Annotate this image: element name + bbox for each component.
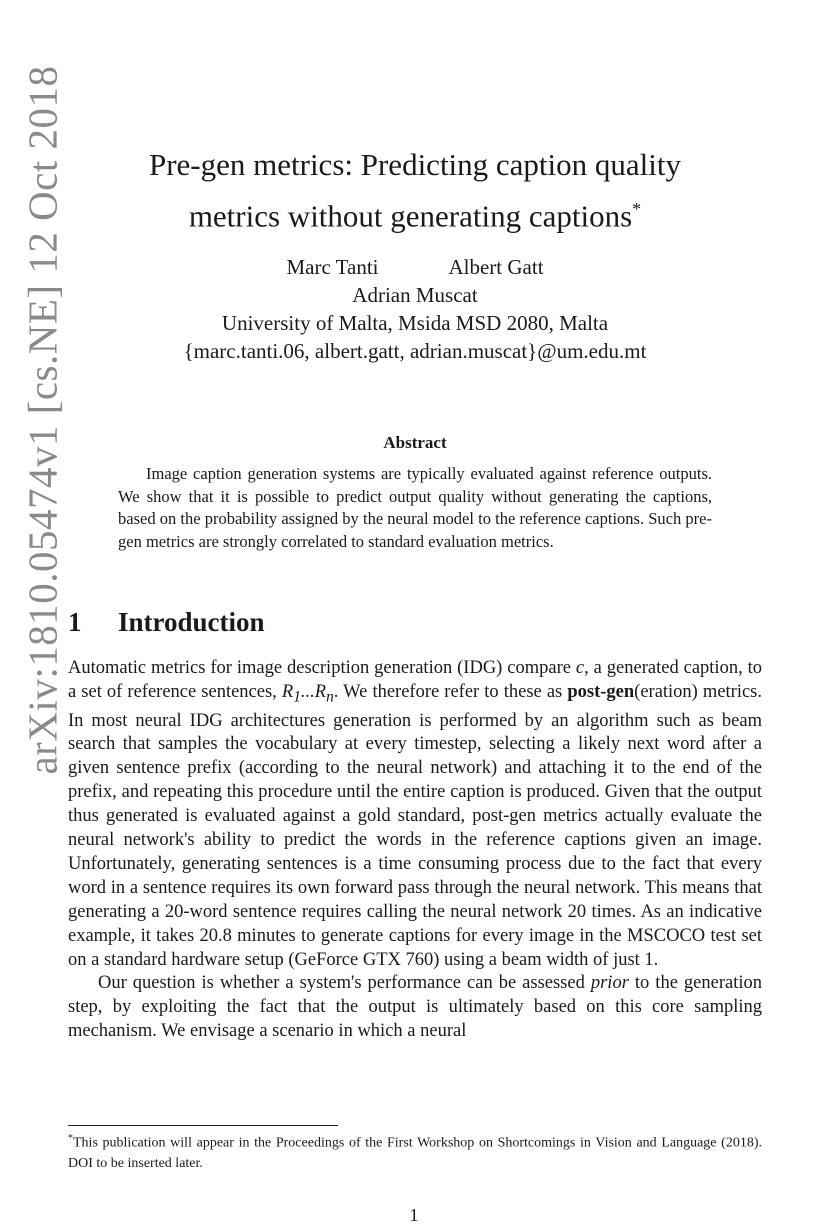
text-run: , a generated caption, to a set of reference sentences, [68,658,763,702]
footnote-divider [68,1125,338,1126]
author-name: Marc Tanti [286,255,379,279]
text-run: to the generation step, by exploiting the fact that the output is ultimately based on this core sampling mechanism. We envisage a scenario in which a neural [68,973,762,1042]
author-name: Adrian Muscat [352,283,478,307]
section-title: Introduction [118,607,265,637]
body-text [68,657,762,1044]
page-number: 1 [409,1205,419,1225]
arxiv-stamp [12,65,74,775]
footnote [68,1129,762,1174]
text-run: Our question is whether a system's performance can be assessed [98,973,591,994]
affiliation: University of Malta, Msida MSD 2080, Malta [221,311,609,335]
author-emails: {marc.tanti.06, albert.gatt, adrian.muscat}@um.edu.mt [183,339,647,363]
title-line-1: Pre-gen metrics: Predicting caption quality [148,147,682,182]
author-block [90,253,740,365]
math-variable: $R_1...R_n$ [281,681,334,706]
paragraph [68,657,762,972]
abstract-heading: Abstract [383,433,447,452]
abstract-text: Image caption generation systems are typically evaluated against reference outputs. We show that it is possible to predict output quality without generating the captions, based on the probability assigned by the neural model to the reference captions. Such pre-gen metrics are strongly correlated to standard evaluation metrics. [118,464,712,551]
author-name: Albert Gatt [448,255,544,279]
title-footnote-mark: * [632,199,642,219]
math-variable: c [575,658,585,678]
text-run: (eration) metrics. In most neural IDG architectures generation is performed by an algorithm such as beam search that samples the vocabulary at every timestep, selecting a likely next word after a given sentence prefix (according to the neural network) and attaching it to the end of the prefix, and repeating this procedure until the entire caption is produced. Given that the output thus generated is evaluated against a gold standard, post-gen metrics actually evaluate the neural network's ability to predict the words in the reference captions given an image. Unfortunately, generating sentences is a time consuming process due to the fact that every word in a sentence requires its own forward pass through the neural network. This means that generating a 20-word sentence requires calling the neural network 20 times. As an indicative example, it takes 20.8 minutes to generate captions for every image in the MSCOCO test set on a standard hardware setup (GeForce GTX 760) using a beam width of just 1. [68,681,763,970]
arxiv-identifier: arXiv:1810.05474v1 [cs.NE] 12 Oct 2018 [20,65,66,775]
section-number: 1 [68,607,82,637]
text-run: Automatic metrics for image description generation (IDG) compare [68,658,576,678]
text-run: . We therefore refer to these as [333,681,568,702]
paragraph [68,972,762,1044]
paper-title [90,143,740,238]
footnote-mark: * [68,1133,73,1144]
footnote-text: This publication will appear in the Proceedings of the First Workshop on Shortcomings in Vision and Language (2018). DOI to be inserted later. [68,1135,762,1171]
bold-term: post-gen [567,681,635,702]
section-heading [68,607,265,638]
title-line-2: metrics without generating captions [188,198,633,234]
italic-term: prior [590,973,629,994]
